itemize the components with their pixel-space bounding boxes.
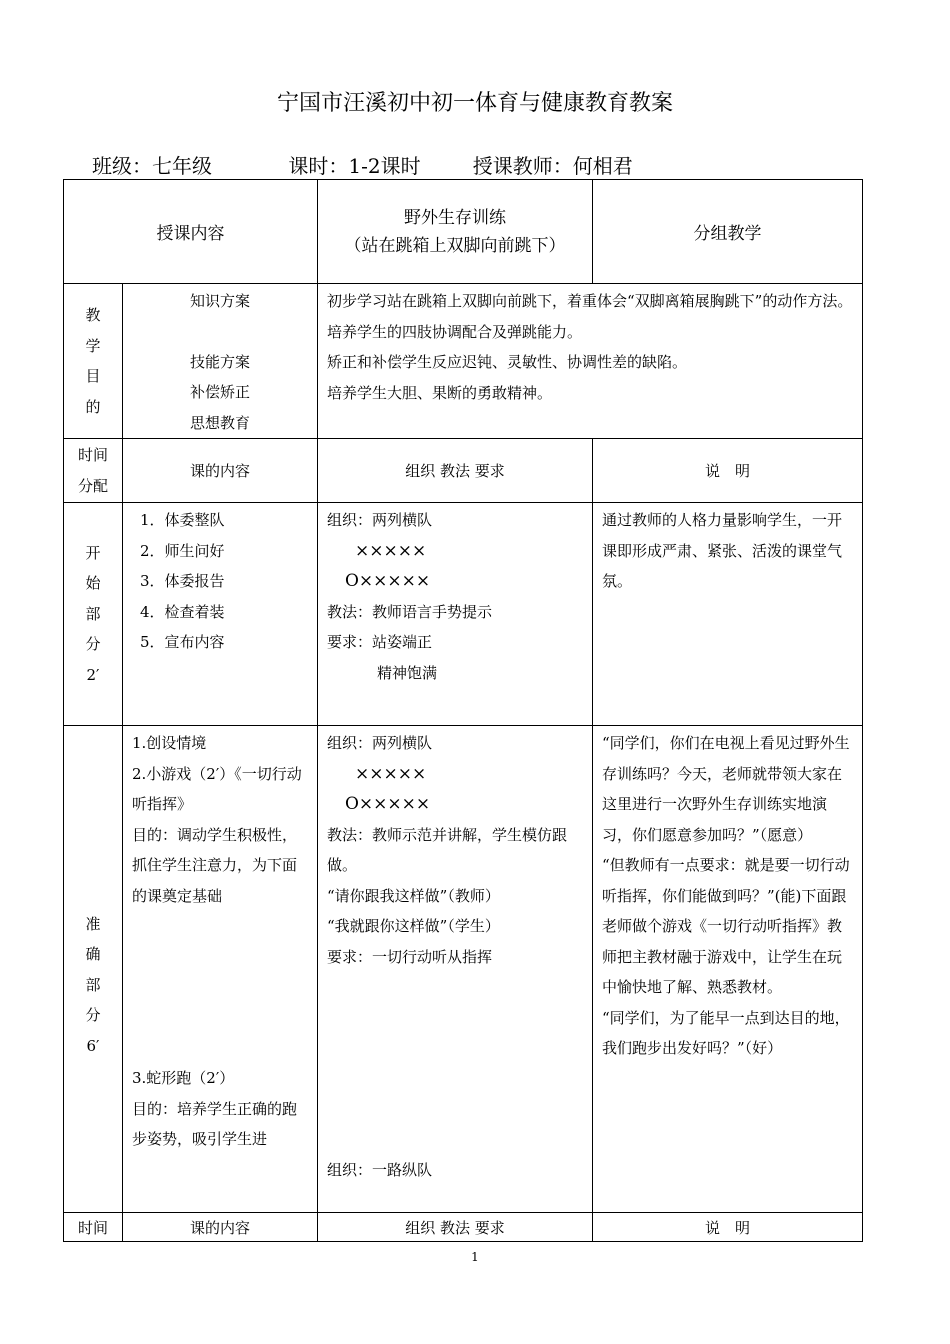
list-item: 目的：培养学生正确的跑步姿势，吸引学生进 (132, 1099, 298, 1148)
prep-notes (593, 726, 863, 1213)
list-item: 目的：调动学生积极性，抓住学生注意力，为下面的课奠定基础 (132, 825, 298, 905)
org-line: “请你跟我这样做”（教师） (327, 886, 500, 905)
org-line: 组织：两列横队 (327, 734, 433, 752)
prep-side-label: 准确部分 (85, 914, 101, 1025)
content-header: 课的内容 (123, 439, 318, 503)
objectives-texts (318, 284, 863, 439)
prep-content (123, 726, 318, 1213)
org-line: 要求：站姿端正 (327, 633, 433, 651)
formation-line: ××××× (355, 763, 427, 784)
content-header: 课的内容 (123, 1213, 318, 1242)
organization-header: 组织 教法 要求 (318, 1213, 593, 1242)
list-item: 3．体委报告 (140, 572, 225, 590)
objective-text: 培养学生大胆、果断的勇敢精神。 (327, 383, 553, 402)
org-line: 要求：一切行动听从指挥 (327, 947, 493, 966)
teacher-info: 授课教师：何相君 (472, 154, 633, 178)
start-organization (318, 503, 593, 726)
footer-header-row (64, 1213, 863, 1242)
content-label: 授课内容 (64, 180, 318, 284)
start-side-label: 开始部分 (85, 543, 101, 654)
lesson-plan-table (63, 179, 863, 1242)
organization-header: 组织 教法 要求 (318, 439, 593, 503)
hours-info: 课时：1-2课时 (288, 154, 421, 178)
formation-line: ××××× (355, 540, 427, 561)
list-item: 5．宣布内容 (140, 633, 225, 651)
column-header-row (64, 439, 863, 503)
list-item: 2.小游戏（2′）《一切行动听指挥》 (132, 764, 302, 813)
note-paragraph: “同学们，为了能早一点到达目的地，我们跑步出发好吗？”（好） (602, 1008, 850, 1057)
formation-line: O××××× (345, 794, 431, 814)
start-side-cell (64, 503, 123, 726)
start-notes: 通过教师的人格力量影响学生，一开课即形成严肃、紧张、活泼的课堂气氛。 (593, 503, 863, 726)
time-header: 时间分配 (64, 439, 123, 503)
objective-label: 知识方案 (189, 292, 250, 310)
objective-text: 培养学生的四肢协调配合及弹跳能力。 (327, 322, 583, 341)
objectives-row (64, 284, 863, 439)
org-line: 组织：一路纵队 (327, 1161, 433, 1179)
page-number: 1 (471, 1250, 479, 1264)
list-item: 1.创设情境 (132, 734, 207, 752)
org-line: 组织：两列横队 (327, 511, 433, 529)
objective-text: 初步学习站在跳箱上双脚向前跳下，着重体会“双脚离箱展胸跳下”的动作方法。 (327, 292, 853, 310)
objectives-side-label: 教学目的 (85, 306, 101, 416)
topic-line-2: （站在跳箱上双脚向前跳下） (344, 235, 566, 256)
objectives-side-cell (64, 284, 123, 439)
org-line: 教法：教师示范并讲解，学生模仿跟做。 (327, 825, 568, 874)
objective-label: 思想教育 (189, 413, 250, 432)
prep-organization (318, 726, 593, 1213)
prep-time: 6′ (86, 1036, 100, 1055)
class-info: 班级：七年级 (92, 154, 212, 178)
list-item: 1．体委整队 (140, 511, 225, 529)
list-item: 3.蛇形跑（2′） (132, 1069, 235, 1087)
objective-label: 补偿矫正 (189, 383, 250, 401)
objective-text: 矫正和补偿学生反应迟钝、灵敏性、协调性差的缺陷。 (327, 353, 688, 371)
formation-line: O××××× (345, 571, 431, 591)
notes-header: 说 明 (593, 439, 863, 503)
org-line: 教法：教师语言手势提示 (327, 602, 493, 621)
start-content (123, 503, 318, 726)
org-line: “我就跟你这样做”（学生） (327, 917, 500, 935)
start-section-row (64, 503, 863, 726)
time-header: 时间 (64, 1213, 123, 1242)
header-row (64, 180, 863, 284)
objectives-labels (123, 284, 318, 439)
note-paragraph: “同学们，你们在电视上看见过野外生存训练吗？今天，老师就带领大家在这里进行一次野外生存训练实地演习，你们愿意参加吗？”（愿意） (602, 734, 850, 844)
prep-side-cell (64, 726, 123, 1213)
topic-line-1: 野外生存训练 (404, 207, 506, 228)
objective-label: 技能方案 (189, 352, 250, 371)
page-title: 宁国市汪溪初中初一体育与健康教育教案 (276, 91, 673, 116)
notes-header: 说 明 (593, 1213, 863, 1242)
teaching-method: 分组教学 (593, 180, 863, 284)
lesson-meta (92, 150, 633, 179)
note-paragraph: “但教师有一点要求：就是要一切行动听指挥，你们能做到吗？”(能)下面跟老师做个游戏《一切行动听指挥》教师把主教材融于游戏中，让学生在玩中愉快地了解、熟悉教材。 (602, 856, 850, 996)
prep-section-row (64, 726, 863, 1213)
org-line: 精神饱满 (377, 663, 438, 682)
list-item: 4．检查着装 (140, 602, 225, 621)
lesson-topic (318, 180, 593, 284)
start-time: 2′ (86, 665, 100, 684)
list-item: 2．师生问好 (140, 541, 225, 560)
